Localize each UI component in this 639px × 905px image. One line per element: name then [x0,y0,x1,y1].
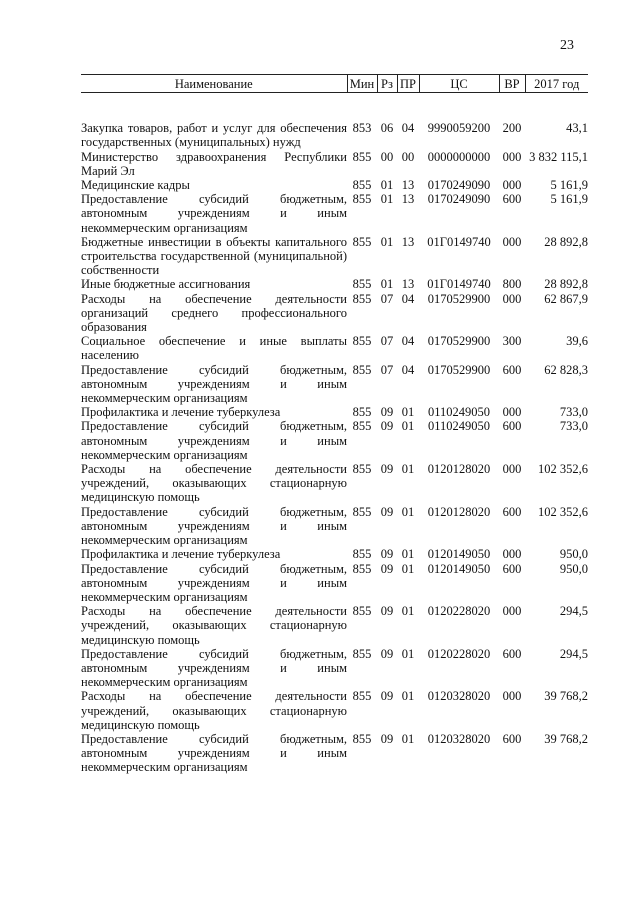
row-amount: 43,1 [566,121,588,136]
row-amount: 294,5 [559,646,588,661]
row-vr: 600 [502,362,522,377]
table-row [81,505,588,548]
row-min: 855 [352,291,372,306]
table-row [81,562,588,605]
column-header-cs: ЦС [419,75,499,93]
table-row [81,604,588,647]
table-row [81,647,588,690]
row-cs: 01Г0149740 [427,234,491,249]
row-cs: 0120149050 [427,547,491,562]
row-rz: 09 [380,561,394,576]
table-row [81,732,588,775]
row-pr: 04 [401,334,415,349]
row-cs: 9990059200 [427,121,491,136]
row-name: Предоставление субсидий бюджетным, автономным учреждениям и иным некоммерческим организациям [81,561,347,604]
table-row [81,292,588,335]
row-amount: 39 768,2 [544,689,588,704]
row-vr: 300 [502,334,522,349]
row-name: Закупка товаров, работ и услуг для обеспечения государственных (муниципальных) нужд [81,121,347,150]
row-cs: 0000000000 [427,149,491,164]
row-amount: 62 867,9 [544,291,588,306]
row-vr: 600 [502,504,522,519]
row-vr: 600 [502,192,522,207]
row-rz: 09 [380,689,394,704]
row-name: Профилактика и лечение туберкулеза [81,547,281,562]
row-rz: 07 [380,291,394,306]
row-name: Социальное обеспечение и иные выплаты населению [81,334,347,363]
row-name: Профилактика и лечение туберкулеза [81,405,281,420]
row-min: 855 [352,731,372,746]
row-vr: 600 [502,419,522,434]
row-name: Медицинские кадры [81,178,190,193]
row-cs: 0170529900 [427,334,491,349]
row-pr: 13 [401,178,415,193]
row-name: Иные бюджетные ассигнования [81,277,251,292]
row-amount: 102 352,6 [538,462,588,477]
row-vr: 000 [502,178,522,193]
row-cs: 0170529900 [427,362,491,377]
column-header-name: Наименование [81,75,347,93]
row-rz: 09 [380,462,394,477]
row-rz: 06 [380,121,394,136]
row-cs: 0110249050 [427,419,491,434]
row-name: Предоставление субсидий бюджетным, автономным учреждениям и иным некоммерческим организациям [81,504,347,548]
row-vr: 000 [502,547,522,562]
row-rz: 01 [380,277,394,292]
row-pr: 13 [401,234,415,249]
row-amount: 28 892,8 [544,234,588,249]
row-rz: 09 [380,419,394,434]
row-amount: 5 161,9 [550,178,588,193]
row-pr: 01 [401,604,415,619]
row-cs: 01Г0149740 [427,277,491,292]
row-amount: 294,5 [559,604,588,619]
row-pr: 01 [401,504,415,519]
row-min: 855 [352,646,372,661]
row-rz: 01 [380,192,394,207]
table-row [81,192,588,235]
row-cs: 0110249050 [427,405,491,420]
column-header-min: Мин [347,75,377,93]
row-rz: 07 [380,334,394,349]
column-header-rz: Рз [377,75,397,93]
row-cs: 0170249090 [427,178,491,193]
table-row [81,150,588,178]
row-vr: 000 [502,405,522,420]
row-amount: 3 832 115,1 [529,149,588,164]
budget-table [81,74,588,775]
row-cs: 0120328020 [427,689,491,704]
row-vr: 000 [502,149,522,164]
row-cs: 0120228020 [427,604,491,619]
row-min: 855 [352,405,372,420]
row-pr: 01 [401,419,415,434]
table-row [81,235,588,278]
row-vr: 800 [502,277,522,292]
row-pr: 01 [401,547,415,562]
row-min: 855 [352,149,372,164]
column-header-pr: ПР [397,75,419,93]
row-vr: 000 [502,234,522,249]
row-cs: 0120128020 [427,504,491,519]
column-header-vr: ВР [499,75,525,93]
row-min: 855 [352,604,372,619]
page-number: 23 [560,38,574,53]
row-vr: 000 [502,462,522,477]
row-amount: 950,0 [559,547,588,562]
row-pr: 13 [401,192,415,207]
row-amount: 102 352,6 [538,504,588,519]
row-name: Расходы на обеспечение деятельности организаций среднего профессионального образования [81,291,347,335]
row-min: 855 [352,419,372,434]
row-min: 855 [352,178,372,193]
row-amount: 950,0 [559,561,588,576]
row-name: Министерство здравоохранения Республики Марий Эл [81,149,347,178]
row-min: 855 [352,561,372,576]
row-cs: 0170249090 [427,192,491,207]
row-rz: 09 [380,646,394,661]
row-name: Бюджетные инвестиции в объекты капитального строительства государственной (муниципальной) собственности [81,234,347,278]
row-pr: 01 [401,731,415,746]
row-min: 855 [352,462,372,477]
row-rz: 09 [380,731,394,746]
row-pr: 04 [401,362,415,377]
row-pr: 04 [401,291,415,306]
row-rz: 09 [380,547,394,562]
table-row [81,277,588,291]
row-vr: 000 [502,291,522,306]
row-cs: 0120149050 [427,561,491,576]
row-pr: 04 [401,121,415,136]
table-body [81,93,588,775]
row-vr: 000 [502,604,522,619]
row-rz: 09 [380,504,394,519]
row-rz: 07 [380,362,394,377]
row-cs: 0120128020 [427,462,491,477]
row-amount: 62 828,3 [544,362,588,377]
row-amount: 733,0 [559,419,588,434]
table-row [81,363,588,406]
row-amount: 39,6 [566,334,588,349]
row-amount: 5 161,9 [550,192,588,207]
table-row [81,419,588,462]
row-name: Предоставление субсидий бюджетным, автономным учреждениям и иным некоммерческим организациям [81,646,347,690]
table-row [81,689,588,732]
row-pr: 01 [401,689,415,704]
column-header-amount: 2017 год [525,75,588,93]
row-vr: 600 [502,731,522,746]
row-pr: 01 [401,646,415,661]
row-min: 855 [352,689,372,704]
table-header-row [81,75,588,93]
row-vr: 600 [502,646,522,661]
row-rz: 01 [380,178,394,193]
row-cs: 0170529900 [427,291,491,306]
row-min: 853 [352,121,372,136]
row-rz: 09 [380,604,394,619]
row-name: Предоставление субсидий бюджетным, автономным учреждениям и иным некоммерческим организациям [81,419,347,462]
row-min: 855 [352,192,372,207]
row-min: 855 [352,547,372,562]
row-cs: 0120228020 [427,646,491,661]
row-min: 855 [352,504,372,519]
row-min: 855 [352,277,372,292]
row-name: Предоставление субсидий бюджетным, автономным учреждениям и иным некоммерческим организациям [81,192,347,235]
row-pr: 00 [401,149,415,164]
row-min: 855 [352,234,372,249]
row-name: Расходы на обеспечение деятельности учреждений, оказывающих стационарную медицинскую помощь [81,689,347,732]
row-min: 855 [352,362,372,377]
row-vr: 000 [502,689,522,704]
row-vr: 600 [502,561,522,576]
row-pr: 01 [401,405,415,420]
row-name: Предоставление субсидий бюджетным, автономным учреждениям и иным некоммерческим организациям [81,362,347,406]
table-row [81,462,588,505]
row-rz: 09 [380,405,394,420]
row-amount: 733,0 [559,405,588,420]
row-amount: 39 768,2 [544,731,588,746]
table-row [81,178,588,192]
table-row [81,405,588,419]
row-pr: 01 [401,561,415,576]
row-pr: 13 [401,277,415,292]
row-name: Расходы на обеспечение деятельности учреждений, оказывающих стационарную медицинскую помощь [81,462,347,505]
row-name: Расходы на обеспечение деятельности учреждений, оказывающих стационарную медицинскую помощь [81,604,347,647]
table-row [81,547,588,561]
row-amount: 28 892,8 [544,277,588,292]
row-min: 855 [352,334,372,349]
table-row [81,334,588,362]
row-pr: 01 [401,462,415,477]
row-rz: 01 [380,234,394,249]
row-vr: 200 [502,121,522,136]
table-row [81,93,588,150]
row-rz: 00 [380,149,394,164]
row-cs: 0120328020 [427,731,491,746]
row-name: Предоставление субсидий бюджетным, автономным учреждениям и иным некоммерческим организациям [81,731,347,775]
